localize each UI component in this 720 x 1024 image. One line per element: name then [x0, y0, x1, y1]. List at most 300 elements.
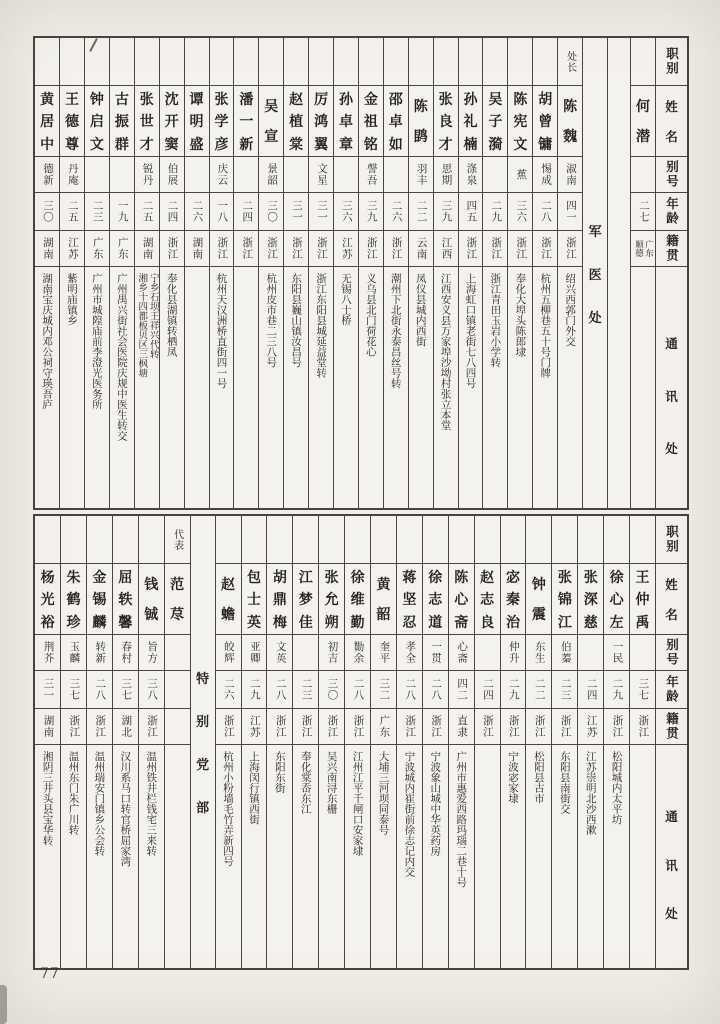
address-cell: 汉川系马口转官桥屈家湾 [119, 751, 132, 867]
age-cell: 三二 [371, 671, 396, 709]
person-column [408, 38, 433, 508]
role-cell [210, 38, 234, 86]
role-cell [508, 38, 532, 86]
name-cell: 赵 植 棠 [284, 86, 308, 157]
name-cell: 古 振 群 [110, 86, 134, 157]
name-cell: 邵 卓 如 [384, 86, 408, 157]
blank-column [607, 38, 630, 508]
address-cell: 温州铁井栏钱宅三来转 [145, 751, 158, 856]
address-cell [630, 745, 655, 968]
address-cell: 东阳县巍山镇汝昌号 [290, 273, 303, 368]
name-cell: 张 深 慈 [578, 564, 603, 635]
name-cell: 张 世 才 [135, 86, 159, 157]
native-cell: 浙江 [475, 709, 500, 745]
person-column [209, 38, 234, 508]
name-cell: 屈 轶 馨 [113, 564, 138, 635]
person-column [630, 38, 655, 508]
role-cell [526, 516, 551, 564]
person-column [283, 38, 308, 508]
person-column [138, 516, 164, 968]
name-cell: 谭 明 盛 [185, 86, 209, 157]
name-cell: 陈 鹍 [409, 86, 433, 157]
roster-table-military-medical-office [33, 36, 689, 510]
alias-cell: 伯蓁 [552, 635, 577, 671]
alias-cell [630, 635, 655, 671]
role-cell [475, 516, 500, 564]
role-cell [533, 38, 557, 86]
name-cell: 胡 鼎 梅 [267, 564, 292, 635]
role-cell [160, 38, 184, 86]
address-cell: 浙江青田玉岩小学转 [489, 273, 502, 368]
person-column [35, 516, 60, 968]
name-cell: 黄 韶 [371, 564, 396, 635]
alias-cell: 转新 [87, 635, 112, 671]
name-cell: 金 祖 铭 [359, 86, 383, 157]
role-cell [449, 516, 474, 564]
role-cell [423, 516, 448, 564]
address-cell: 东阳县南街交 [558, 751, 571, 814]
role-cell [501, 516, 526, 564]
alias-cell: 景韶 [259, 157, 283, 193]
alias-cell: 涤泉 [459, 157, 483, 193]
native-cell: 浙江 [309, 231, 333, 267]
name-cell: 钟 震 [526, 564, 551, 635]
page-number: 77 [40, 966, 60, 982]
role-cell [85, 38, 109, 86]
person-column [35, 38, 59, 508]
native-cell: 浙江 [630, 709, 655, 745]
name-cell: 张 良 才 [434, 86, 458, 157]
address-cell: 吴兴南浔东栅 [325, 751, 338, 814]
alias-cell [293, 635, 318, 671]
role-cell [334, 38, 358, 86]
role-cell [345, 516, 370, 564]
role-cell [35, 516, 60, 564]
name-cell: 徐 维 勤 [345, 564, 370, 635]
name-cell: 徐 志 道 [423, 564, 448, 635]
role-cell [185, 38, 209, 86]
alias-cell: 伯展 [160, 157, 184, 193]
native-cell: 浙江 [604, 709, 629, 745]
native-cell: 浙江 [284, 231, 308, 267]
native-cell: 广东 [371, 709, 396, 745]
person-column [86, 516, 112, 968]
native-cell: 浙江 [558, 231, 582, 267]
address-cell: 广州市城隍庙前李澄光医务所 [90, 273, 103, 410]
native-cell: 浙江 [384, 231, 408, 267]
role-cell [319, 516, 344, 564]
age-cell: 二三 [552, 671, 577, 709]
group-label: 特 别 党 部 [196, 672, 210, 816]
role-cell: 处长 [558, 38, 582, 86]
person-column [333, 38, 358, 508]
native-cell: 江苏 [60, 231, 84, 267]
age-cell: 四一 [558, 193, 582, 231]
header-role: 职别 [656, 38, 687, 86]
alias-cell: 仲升 [501, 635, 526, 671]
person-column [60, 516, 86, 968]
native-cell: 浙江 [267, 709, 292, 745]
alias-cell [234, 157, 258, 193]
person-column [112, 516, 138, 968]
alias-cell: 心斋 [449, 635, 474, 671]
header-alias: 别号 [656, 635, 687, 671]
address-cell: 广州市惠爱西路玛瑙二巷十号 [455, 751, 468, 888]
person-column [59, 38, 84, 508]
address-cell: 宁波城内崔街前徐志记内交 [403, 751, 416, 877]
age-cell: 二九 [501, 671, 526, 709]
age-cell: 二八 [397, 671, 422, 709]
person-column [109, 38, 134, 508]
native-cell: 浙江 [533, 231, 557, 267]
age-cell: 三七 [630, 671, 655, 709]
alias-cell: 一民 [604, 635, 629, 671]
role-cell: 代表 [165, 516, 190, 564]
age-cell: 二三 [85, 193, 109, 231]
name-cell: 宓 秦 治 [501, 564, 526, 635]
address-cell: 杭州五柳巷五十号门牌 [539, 273, 552, 378]
address-cell: 绍兴西郭门外交 [564, 273, 577, 347]
alias-cell: 一贯 [423, 635, 448, 671]
age-cell: 二四 [475, 671, 500, 709]
age-cell: 二四 [578, 671, 603, 709]
name-cell: 范 荩 [165, 564, 190, 635]
age-cell: 四二 [449, 671, 474, 709]
role-cell [409, 38, 433, 86]
native-cell: 广东 [85, 231, 109, 267]
person-column [241, 516, 267, 968]
role-cell [234, 38, 258, 86]
header-role: 职别 [656, 516, 687, 564]
alias-cell: 思期 [434, 157, 458, 193]
native-cell: 浙江 [501, 709, 526, 745]
name-cell: 王 仲 禹 [630, 564, 655, 635]
role-cell [384, 38, 408, 86]
role-cell [578, 516, 603, 564]
alias-cell: 羽丰 [409, 157, 433, 193]
blank-cell [608, 38, 630, 508]
native-cell: 浙江 [293, 709, 318, 745]
native-cell: 广东 [110, 231, 134, 267]
native-cell: 浙江 [319, 709, 344, 745]
age-cell: 二九 [604, 671, 629, 709]
alias-cell: 惕成 [533, 157, 557, 193]
role-cell [371, 516, 396, 564]
alias-cell [165, 635, 190, 671]
alias-cell [284, 157, 308, 193]
age-cell: 二八 [423, 671, 448, 709]
name-cell: 王 德 尊 [60, 86, 84, 157]
age-cell: 一八 [210, 193, 234, 231]
person-column [557, 38, 582, 508]
native-cell: 浙江 [459, 231, 483, 267]
age-cell: 三九 [434, 193, 458, 231]
person-column [358, 38, 383, 508]
address-cell: 松阳县古市 [532, 751, 545, 804]
alias-cell: 皎辉 [216, 635, 241, 671]
native-cell: 浙江 [234, 231, 258, 267]
role-cell [87, 516, 112, 564]
native-cell: 湖南 [135, 231, 159, 267]
alias-cell: 勚余 [345, 635, 370, 671]
age-cell: 二八 [267, 671, 292, 709]
native-cell: 湖南 [185, 231, 209, 267]
name-cell: 沈 开 窦 [160, 86, 184, 157]
role-cell [267, 516, 292, 564]
alias-cell: 春村 [113, 635, 138, 671]
header-age: 年龄 [656, 671, 687, 709]
person-column [84, 38, 109, 508]
alias-cell [384, 157, 408, 193]
native-cell: 江苏 [578, 709, 603, 745]
age-cell: 二九 [242, 671, 267, 709]
name-cell: 钱 铖 [139, 564, 164, 635]
header-name: 姓 名 [656, 86, 687, 157]
native-cell [165, 709, 190, 745]
age-cell: 三八 [139, 671, 164, 709]
alias-cell: 丹庵 [60, 157, 84, 193]
name-cell: 吴 宣 [259, 86, 283, 157]
age-cell: 二八 [87, 671, 112, 709]
alias-cell [85, 157, 109, 193]
alias-cell [475, 635, 500, 671]
age-cell: 三九 [359, 193, 383, 231]
person-column [507, 38, 532, 508]
name-cell: 陈 魏 [558, 86, 582, 157]
native-cell: 浙江 [359, 231, 383, 267]
name-cell: 胡 曾 镛 [533, 86, 557, 157]
role-cell [604, 516, 629, 564]
name-cell: 包 士 英 [242, 564, 267, 635]
native-cell: 广东 顺德 [631, 231, 655, 267]
header-native: 籍贯 [656, 231, 687, 267]
person-column [433, 38, 458, 508]
alias-cell: 荆芥 [35, 635, 60, 671]
age-cell: 二六 [216, 671, 241, 709]
alias-cell [110, 157, 134, 193]
native-cell: 浙江 [423, 709, 448, 745]
alias-cell [185, 157, 209, 193]
address-cell [185, 267, 209, 508]
roster-table-special-party-branch [33, 514, 689, 970]
alias-cell: 奎平 [371, 635, 396, 671]
header-native: 籍贯 [656, 709, 687, 745]
age-cell: 二七 [631, 193, 655, 231]
group-label: 军 医 处 [588, 224, 602, 326]
name-cell: 潘 一 新 [234, 86, 258, 157]
native-cell: 湖南 [35, 709, 60, 745]
address-cell: 江苏崇明北沙西漱 [584, 751, 597, 835]
age-cell: 二二 [409, 193, 433, 231]
person-column [370, 516, 396, 968]
native-cell: 浙江 [345, 709, 370, 745]
role-cell [552, 516, 577, 564]
age-cell: 二六 [384, 193, 408, 231]
address-cell: 紫明庙镇乡 [66, 273, 79, 326]
address-cell: 宁乡石坝王祥兴代转 湘乡十四都板贝区三枫塘 [136, 273, 159, 378]
role-cell [397, 516, 422, 564]
role-cell [110, 38, 134, 86]
name-cell: 孙 卓 章 [334, 86, 358, 157]
age-cell: 二四 [234, 193, 258, 231]
address-cell: 江西安义县万家埠沙坳村张立本堂 [439, 273, 452, 431]
address-cell: 杭州天汉洲桥直街四一号 [215, 273, 228, 389]
role-cell [259, 38, 283, 86]
person-column [164, 516, 190, 968]
alias-cell: 孝全 [397, 635, 422, 671]
alias-cell: 初吉 [319, 635, 344, 671]
age-cell: 二九 [483, 193, 507, 231]
role-cell [434, 38, 458, 86]
person-column [603, 516, 629, 968]
age-cell: 三六 [508, 193, 532, 231]
address-cell: 湘阴三井头县宝华转 [41, 751, 54, 846]
name-cell: 蒋 坚 忍 [397, 564, 422, 635]
native-cell: 江西 [434, 231, 458, 267]
age-cell: 二二 [526, 671, 551, 709]
age-cell: 三七 [113, 671, 138, 709]
address-cell: 杭州小粉墙毛竹弄新四号 [222, 751, 235, 867]
name-cell: 徐 心 左 [604, 564, 629, 635]
role-cell [113, 516, 138, 564]
age-cell: 三〇 [319, 671, 344, 709]
age-cell [165, 671, 190, 709]
address-cell [475, 745, 500, 968]
name-cell: 陈 宪 文 [508, 86, 532, 157]
group-label-column [582, 38, 607, 508]
name-cell: 陈 心 斋 [449, 564, 474, 635]
role-cell [242, 516, 267, 564]
person-column [525, 516, 551, 968]
address-cell: 无锡八士桥 [339, 273, 352, 326]
age-cell: 三〇 [259, 193, 283, 231]
person-column [474, 516, 500, 968]
alias-cell: 锐丹 [135, 157, 159, 193]
address-cell: 温州东门朱广川转 [67, 751, 80, 835]
role-cell [284, 38, 308, 86]
address-cell: 潮州下北街永泰昌丝号转 [389, 273, 402, 389]
native-cell: 直隶 [449, 709, 474, 745]
name-cell: 厉 鸿 翼 [309, 86, 333, 157]
name-cell: 朱 鹤 珍 [61, 564, 86, 635]
role-cell [631, 38, 655, 86]
address-cell: 奉化大埠头陈郎埭 [514, 273, 527, 357]
alias-cell: 蕉 [508, 157, 532, 193]
person-column [482, 38, 507, 508]
name-cell: 钟 启 文 [85, 86, 109, 157]
person-column [134, 38, 159, 508]
alias-cell: 庆云 [210, 157, 234, 193]
person-column [629, 516, 655, 968]
role-cell [483, 38, 507, 86]
person-column [258, 38, 283, 508]
address-cell: 宁波象山城中华英药房 [429, 751, 442, 856]
native-cell: 浙江 [526, 709, 551, 745]
person-column [448, 516, 474, 968]
person-column [266, 516, 292, 968]
alias-cell [483, 157, 507, 193]
person-column [318, 516, 344, 968]
person-column [422, 516, 448, 968]
role-cell [459, 38, 483, 86]
address-cell: 上海闵行镇西街 [247, 751, 260, 825]
alias-cell [631, 157, 655, 193]
age-cell: 三七 [61, 671, 86, 709]
address-cell: 奉化县湖镇转栖凤 [165, 273, 178, 357]
person-column [184, 38, 209, 508]
address-cell [234, 267, 258, 508]
address-cell: 江州江平千闸口安家埭 [351, 751, 364, 856]
address-cell: 东阳东街 [273, 751, 286, 793]
address-cell: 浙江东阳县城延益堂转 [315, 273, 328, 378]
native-cell: 浙江 [552, 709, 577, 745]
person-column [500, 516, 526, 968]
address-cell: 温州瑞安门镇乡公会转 [93, 751, 106, 856]
age-cell: 三一 [284, 193, 308, 231]
person-column [577, 516, 603, 968]
native-cell: 江苏 [334, 231, 358, 267]
group-label-column [190, 516, 215, 968]
alias-cell: 謦吾 [359, 157, 383, 193]
address-cell: 广州禺兴街社会医院庆规中医生转交 [115, 273, 128, 441]
role-cell [293, 516, 318, 564]
native-cell: 浙江 [216, 709, 241, 745]
name-cell: 张 允 朔 [319, 564, 344, 635]
age-cell: 三一 [309, 193, 333, 231]
header-age: 年龄 [656, 193, 687, 231]
native-cell: 浙江 [160, 231, 184, 267]
age-cell: 二三 [293, 671, 318, 709]
native-cell: 浙江 [483, 231, 507, 267]
person-column [458, 38, 483, 508]
alias-cell: 淑南 [558, 157, 582, 193]
name-cell: 金 锡 麟 [87, 564, 112, 635]
alias-cell: 文英 [267, 635, 292, 671]
native-cell: 湖南 [35, 231, 59, 267]
name-cell: 赵 蟾 [216, 564, 241, 635]
alias-cell: 文星 [309, 157, 333, 193]
name-cell: 赵 志 良 [475, 564, 500, 635]
alias-cell: 东生 [526, 635, 551, 671]
address-cell: 上海虹口镇老街七八四号 [464, 273, 477, 389]
person-column [292, 516, 318, 968]
name-cell: 张 学 彦 [210, 86, 234, 157]
address-cell: 凤仪县城内西街 [414, 273, 427, 347]
native-cell: 浙江 [397, 709, 422, 745]
person-column [215, 516, 241, 968]
role-cell [60, 38, 84, 86]
address-cell: 宁波宓家埭 [507, 751, 520, 804]
role-cell [309, 38, 333, 86]
native-cell: 云南 [409, 231, 433, 267]
person-column [532, 38, 557, 508]
native-cell: 湖北 [113, 709, 138, 745]
address-cell: 大埔三河坝同泰号 [377, 751, 390, 835]
age-cell: 二五 [60, 193, 84, 231]
header-address: 通 讯 处 [665, 335, 678, 457]
address-cell: 湖南宝庆城内邓公祠守瑛吾庐 [41, 273, 54, 410]
person-column [233, 38, 258, 508]
role-cell [630, 516, 655, 564]
name-cell: 孙 礼 楠 [459, 86, 483, 157]
role-cell [35, 38, 59, 86]
address-cell: 奉化棠岙东江 [299, 751, 312, 814]
header-name: 姓 名 [656, 564, 687, 635]
address-cell: 杭州皮市巷二三八号 [265, 273, 278, 368]
native-cell: 浙江 [61, 709, 86, 745]
age-cell: 四五 [459, 193, 483, 231]
address-cell [165, 745, 190, 968]
